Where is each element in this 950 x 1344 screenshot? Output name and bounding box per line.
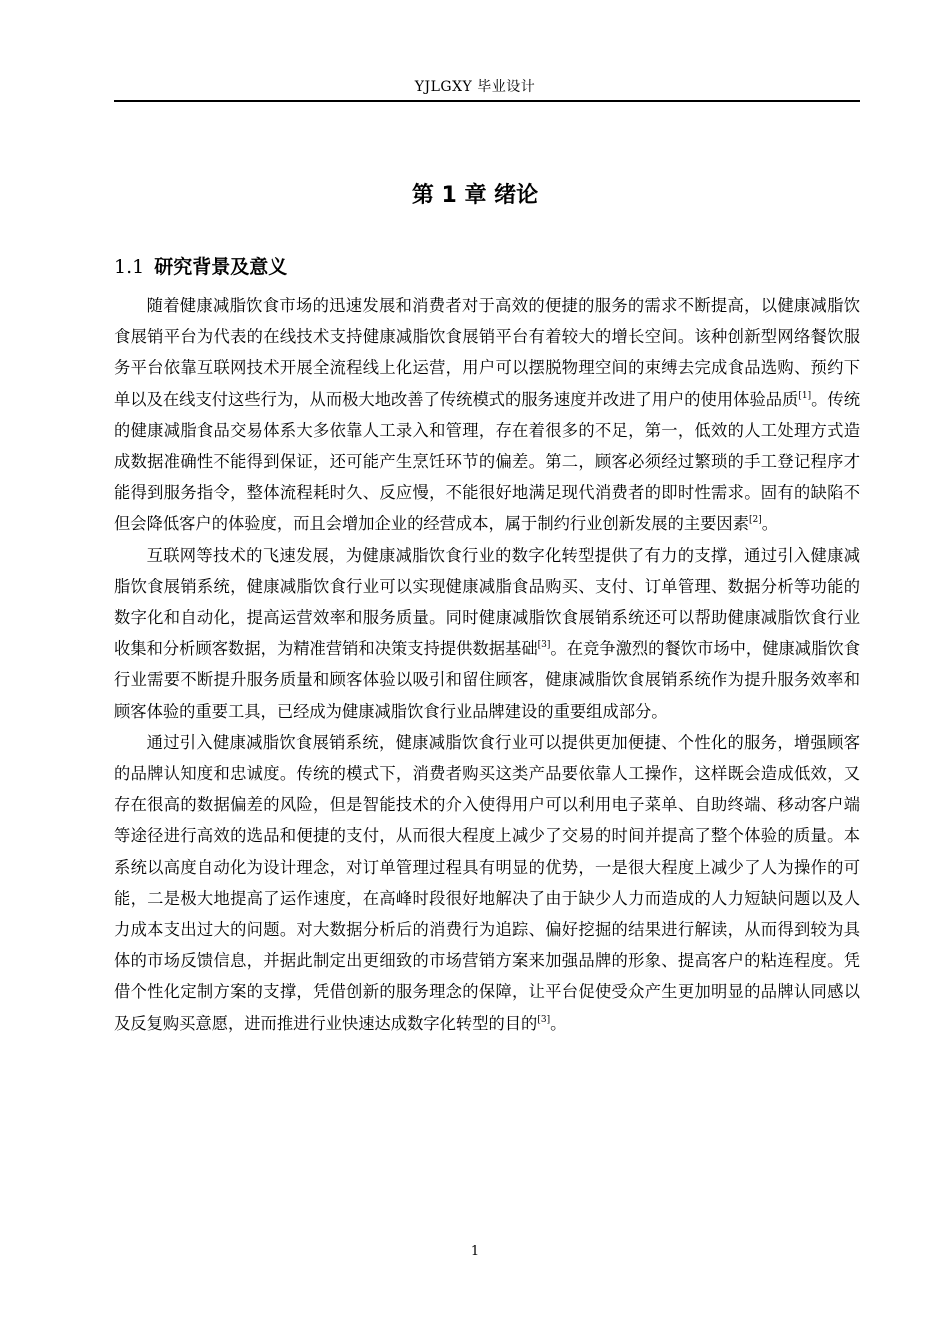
paragraph-1 [114, 290, 860, 540]
citation-ref: [1] [798, 390, 812, 401]
body-text [114, 290, 860, 1039]
page-number: 1 [470, 1244, 480, 1259]
citation-ref: [3] [537, 1014, 551, 1025]
section-number: 1.1 [114, 256, 145, 278]
paragraph-text: 。在竞争激烈的餐饮市场中，健康减脂饮食行业需要不断提升服务质量和顾客体验以吸引和留住顾客，健康减脂饮食展销系统作为提升服务效率和顾客体验的重要工具，已经成为健康减脂饮食行业品牌建设的重要组成部分。 [114, 639, 860, 721]
paragraph-text: 随着健康减脂饮食市场的迅速发展和消费者对于高效的便捷的服务的需求不断提高，以健康减脂饮食展销平台为代表的在线技术支持健康减脂饮食展销平台有着较大的增长空间。该种创新型网络餐饮服务平台依靠互联网技术开展全流程线上化运营，用户可以摆脱物理空间的束缚去完成食品选购、预约下单以及在线支付这些行为，从而极大地改善了传统模式的服务速度并改进了用户的使用体验品质 [114, 296, 860, 409]
paragraph-2 [114, 540, 860, 727]
paragraph-text: 通过引入健康减脂饮食展销系统，健康减脂饮食行业可以提供更加便捷、个性化的服务，增强顾客的品牌认知度和忠诚度。传统的模式下，消费者购买这类产品要依靠人工操作，这样既会造成低效，又存在很高的数据偏差的风险，但是智能技术的介入使得用户可以利用电子菜单、自助终端、移动客户端等途径进行高效的选品和便捷的支付，从而很大程度上减少了交易的时间并提高了整个体验的质量。本系统以高度自动化为设计理念，对订单管理过程具有明显的优势，一是很大程度上减少了人为操作的可能，二是极大地提高了运作速度，在高峰时段很好地解决了由于缺少人力而造成的人力短缺问题以及人力成本支出过大的问题。对大数据分析后的消费行为追踪、偏好挖掘的结果进行解读，从而得到较为具体的市场反馈信息，并据此制定出更细致的市场营销方案来加强品牌的形象、提高客户的粘连程度。凭借个性化定制方案的支撑，凭借创新的服务理念的保障，让平台促使受众产生更加明显的品牌认同感以及反复购买意愿，进而推进行业快速达成数字化转型的目的 [114, 732, 860, 1033]
paragraph-text: 互联网等技术的飞速发展，为健康减脂饮食行业的数字化转型提供了有力的支撑，通过引入健康减脂饮食展销系统，健康减脂饮食行业可以实现健康减脂食品购买、支付、订单管理、数据分析等功能的数字化和自动化，提高运营效率和服务质量。同时健康减脂饮食展销系统还可以帮助健康减脂饮食行业收集和分析顾客数据，为精准营销和决策支持提供数据基础 [114, 545, 860, 659]
paragraph-text: 。 [761, 514, 779, 534]
paragraph-text: 。传统的健康减脂食品交易体系大多依靠人工录入和管理，存在着很多的不足，第一，低效的人工处理方式造成数据准确性不能得到保证，还可能产生烹饪环节的偏差。第二，顾客必须经过繁琐的手工登记程序才能得到服务指令，整体流程耗时久、反应慢，不能很好地满足现代消费者的即时性需求。固有的缺陷不但会降低客户的体验度，而且会增加企业的经营成本，属于制约行业创新发展的主要因素 [114, 389, 860, 534]
citation-ref: [3] [537, 640, 551, 651]
section-title: 研究背景及意义 [154, 256, 288, 278]
page-header: YJLGXY 毕业设计 [414, 79, 536, 95]
header-rule [114, 100, 860, 102]
chapter-title: 第 1 章 绪论 [411, 183, 539, 208]
citation-ref: [2] [748, 515, 762, 526]
paragraph-3 [114, 727, 860, 1039]
paragraph-text: 。 [550, 1013, 567, 1033]
section-heading [114, 252, 287, 279]
